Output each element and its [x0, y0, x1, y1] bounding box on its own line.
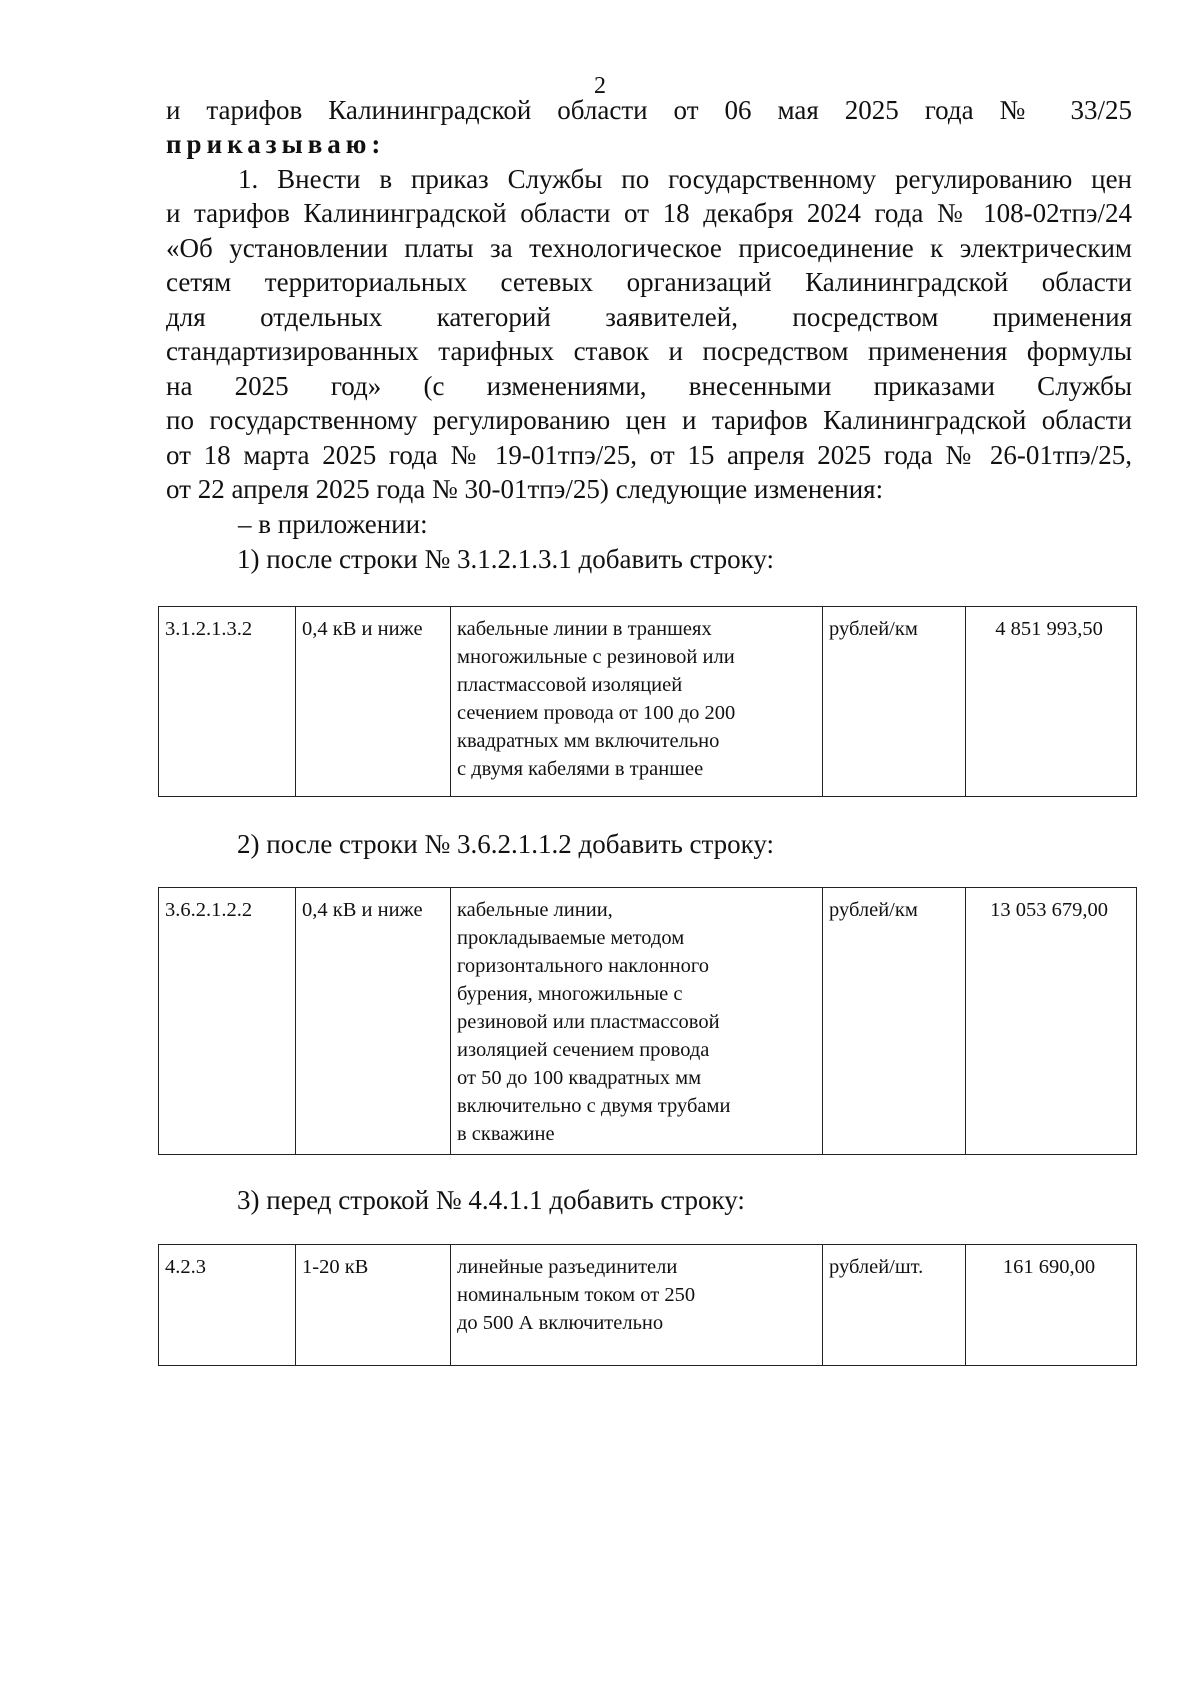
row-description: [451, 607, 823, 797]
row-description: [451, 888, 823, 1155]
paragraph-line: на 2025 год» (с изменениями, внесенными приказами Службы: [166, 371, 1132, 401]
description-line: номинальным током от 250: [457, 1284, 696, 1306]
row-code: 3.6.2.1.2.2: [159, 888, 296, 1155]
paragraph-line: 1. Внести в приказ Службы по государственному регулированию цен: [238, 164, 1132, 194]
description-line: резиновой или пластмассовой: [457, 1011, 720, 1033]
description-line: квадратных мм включительно: [457, 730, 720, 752]
item-1-heading: 1) после строки № 3.1.2.1.3.1 добавить строку:: [237, 544, 775, 574]
paragraph-line: и тарифов Калининградской области от 18 декабря 2024 года № 108-02тпэ/24: [166, 198, 1132, 228]
description-line: кабельные линии в траншеях: [457, 618, 712, 640]
description-line: кабельные линии,: [457, 899, 613, 921]
row-voltage: 1-20 кВ: [296, 1245, 451, 1366]
table-row: [159, 888, 1137, 1155]
description-line: горизонтального наклонного: [457, 955, 709, 977]
intro-line: и тарифов Калининградской области от 06 мая 2025 года № 33/25: [166, 95, 1132, 125]
paragraph-line: для отдельных категорий заявителей, посредством применения: [166, 302, 1132, 332]
in-appendix-line: – в приложении:: [238, 509, 428, 539]
table-row: [159, 1245, 1137, 1366]
paragraph-line: «Об установлении платы за технологическое присоединение к электрическим: [166, 233, 1132, 263]
description-line: сечением провода от 100 до 200: [457, 702, 736, 724]
order-word: приказываю:: [166, 129, 386, 159]
description-line: изоляцией сечением провода: [457, 1039, 710, 1061]
description-line: от 50 до 100 квадратных мм: [457, 1067, 702, 1089]
paragraph-line: от 18 марта 2025 года № 19-01тпэ/25, от 15 апреля 2025 года № 26-01тпэ/25,: [166, 440, 1132, 470]
row-voltage: 0,4 кВ и ниже: [296, 607, 451, 797]
description-line: бурения, многожильные с: [457, 983, 683, 1005]
description-line: в скважине: [457, 1123, 555, 1145]
paragraph-line: стандартизированных тарифных ставок и посредством применения формулы: [166, 336, 1132, 366]
amendment-table-3: [158, 1244, 1137, 1366]
amendment-table-1: [158, 606, 1137, 797]
paragraph-line: сетям территориальных сетевых организаций Калининградской области: [166, 267, 1132, 297]
description-line: пластмассовой изоляцией: [457, 674, 683, 696]
row-code: 4.2.3: [159, 1245, 296, 1366]
item-2-heading: 2) после строки № 3.6.2.1.1.2 добавить строку:: [237, 829, 775, 859]
description-line: до 500 А включительно: [457, 1312, 664, 1334]
description-line: включительно с двумя трубами: [457, 1095, 731, 1117]
row-unit: рублей/км: [823, 607, 966, 797]
row-unit: рублей/км: [823, 888, 966, 1155]
row-description: [451, 1245, 823, 1366]
table-row: [159, 607, 1137, 797]
description-line: с двумя кабелями в траншее: [457, 758, 704, 780]
amendment-table-2: [158, 887, 1137, 1155]
description-line: линейные разъединители: [457, 1256, 678, 1278]
paragraph-line: от 22 апреля 2025 года № 30-01тпэ/25) следующие изменения:: [166, 474, 884, 504]
row-price: 13 053 679,00: [966, 888, 1137, 1155]
item-3-heading: 3) перед строкой № 4.4.1.1 добавить строку:: [237, 1185, 745, 1215]
row-price: 4 851 993,50: [966, 607, 1137, 797]
description-line: прокладываемые методом: [457, 927, 685, 949]
paragraph-line: по государственному регулированию цен и тарифов Калининградской области: [166, 405, 1132, 435]
description-line: многожильные с резиновой или: [457, 646, 735, 668]
row-voltage: 0,4 кВ и ниже: [296, 888, 451, 1155]
row-code: 3.1.2.1.3.2: [159, 607, 296, 797]
row-unit: рублей/шт.: [823, 1245, 966, 1366]
page-number: 2: [594, 73, 606, 99]
row-price: 161 690,00: [966, 1245, 1137, 1366]
